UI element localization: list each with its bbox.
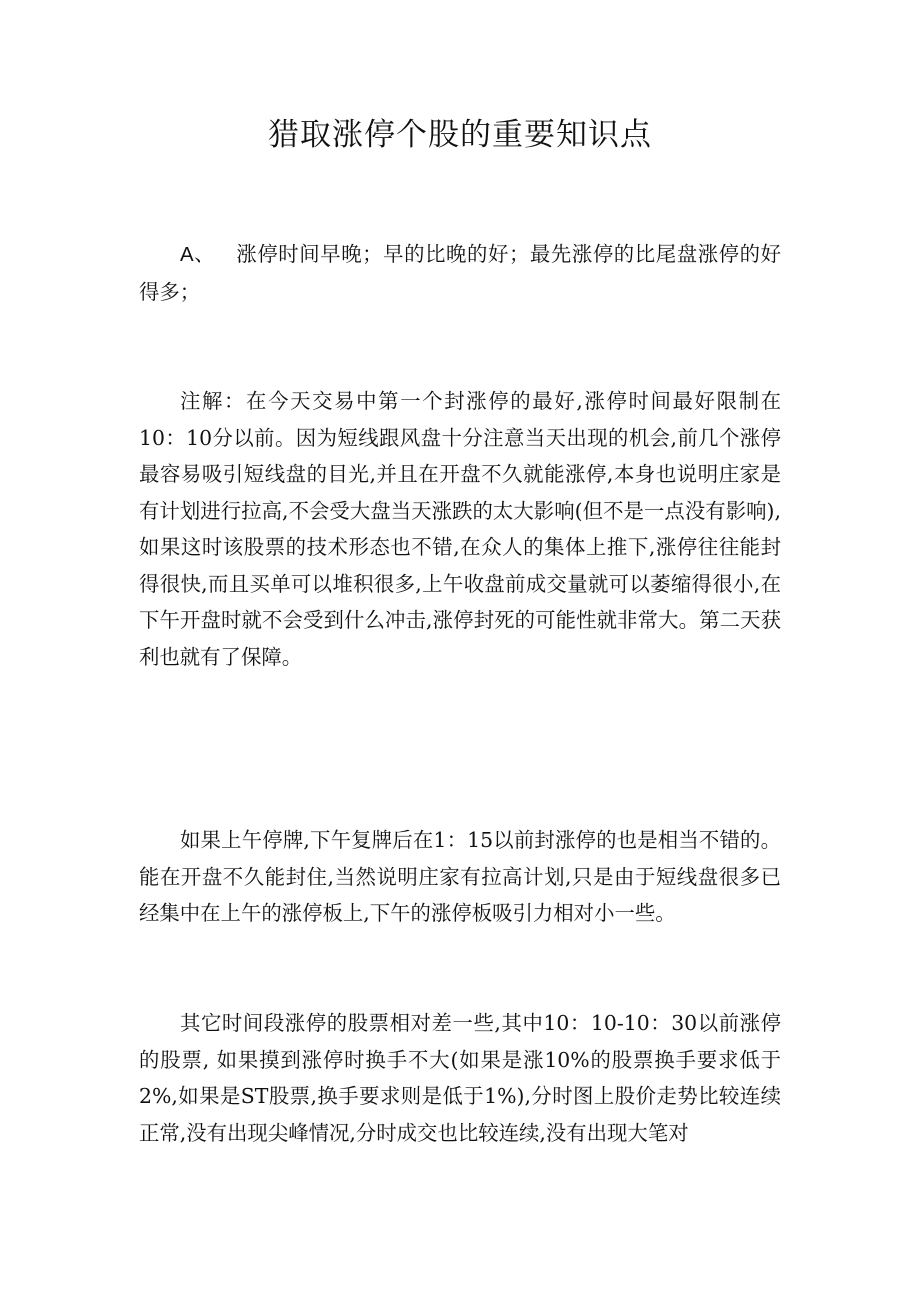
section-a-label: A、 — [180, 244, 216, 266]
afternoon-paragraph: 如果上午停牌,下午复牌后在1：15以前封涨停的也是相当不错的。能在开盘不久能封住,当然说明庄家有拉高计划,只是由于短线盘很多已经集中在上午的涨停板上,下午的涨停板吸引力相对小一些。 — [139, 828, 781, 925]
document-title: 猎取涨停个股的重要知识点 — [268, 117, 652, 153]
section-a-paragraph — [139, 236, 781, 310]
section-a-text: 涨停时间早晚；早的比晚的好；最先涨停的比尾盘涨停的好得多； — [139, 242, 781, 304]
note-paragraph: 注解：在今天交易中第一个封涨停的最好,涨停时间最好限制在10：10分以前。因为短线跟风盘十分注意当天出现的机会,前几个涨停最容易吸引短线盘的目光,并且在开盘不久就能涨停,本身也说明庄家是有计划进行拉高,不会受大盘当天涨跌的太大影响(但不是一点没有影响),如果这时该股票的技术形态也不错,在众人的集体上推下,涨停往往能封得很快,而且买单可以堆积很多,上午收盘前成交量就可以萎缩得很小,在下午开盘时就不会受到什么冲击,涨停封死的可能性就非常大。第二天获利也就有了保障。 — [139, 389, 781, 669]
other-time-paragraph: 其它时间段涨停的股票相对差一些,其中10：10-10：30以前涨停的股票, 如果摸到涨停时换手不大(如果是涨10%的股票换手要求低于2%,如果是ST股票,换手要求则是低于1%),分时图上股价走势比较连续正常,没有出现尖峰情况,分时成交也比较连续,没有出现大笔对 — [139, 1011, 781, 1145]
